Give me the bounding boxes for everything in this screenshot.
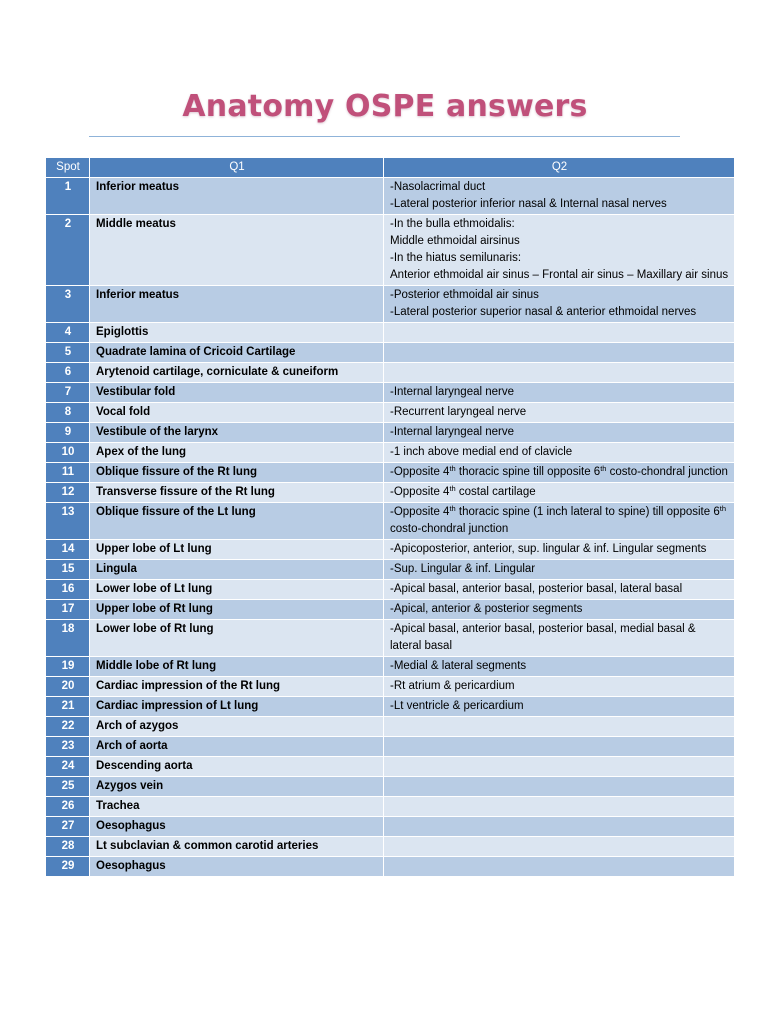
q1-answer: Inferior meatus (90, 286, 384, 323)
spot-number: 19 (46, 657, 90, 677)
spot-number: 10 (46, 443, 90, 463)
spot-number: 17 (46, 600, 90, 620)
q2-answer (384, 503, 734, 540)
table-row (46, 857, 734, 877)
q1-answer: Vestibule of the larynx (90, 423, 384, 443)
q1-answer: Epiglottis (90, 323, 384, 343)
table-row (46, 503, 734, 540)
page-title: Anatomy OSPE answers (182, 89, 588, 124)
answer-text: -Opposite 4 (390, 486, 450, 498)
spot-number: 3 (46, 286, 90, 323)
ordinal-suffix: th (449, 484, 456, 493)
q2-answer (384, 383, 734, 403)
table-body (46, 178, 734, 877)
q1-answer: Descending aorta (90, 757, 384, 777)
spot-number: 20 (46, 677, 90, 697)
q1-answer: Lower lobe of Rt lung (90, 620, 384, 657)
q2-answer (384, 443, 734, 463)
table-row (46, 323, 734, 343)
q2-answer (384, 737, 734, 757)
ordinal-suffix: th (449, 464, 456, 473)
q2-answer (384, 857, 734, 877)
q2-answer-line: -In the bulla ethmoidalis: (390, 218, 515, 230)
q1-answer: Arch of azygos (90, 717, 384, 737)
table-row (46, 178, 734, 215)
spot-number: 25 (46, 777, 90, 797)
q2-answer-line: -Recurrent laryngeal nerve (390, 406, 527, 418)
q1-answer: Cardiac impression of Lt lung (90, 697, 384, 717)
spot-number: 4 (46, 323, 90, 343)
q2-answer (384, 286, 734, 323)
ordinal-suffix: th (600, 464, 607, 473)
q1-answer: Middle lobe of Rt lung (90, 657, 384, 677)
q2-answer-line: -In the hiatus semilunaris: (390, 252, 522, 264)
q1-answer: Middle meatus (90, 215, 384, 286)
answer-text: thoracic spine till opposite 6 (455, 466, 601, 478)
spot-number: 27 (46, 817, 90, 837)
answer-text: thoracic spine (1 inch lateral to spine) till opposite 6 (455, 506, 720, 518)
spot-number: 26 (46, 797, 90, 817)
table-row (46, 540, 734, 560)
spot-number: 8 (46, 403, 90, 423)
q2-answer-line: -Apical basal, anterior basal, posterior basal, lateral basal (390, 583, 683, 595)
q1-answer: Lt subclavian & common carotid arteries (90, 837, 384, 857)
table-row (46, 343, 734, 363)
q1-answer: Trachea (90, 797, 384, 817)
q2-answer (384, 620, 734, 657)
table-row (46, 423, 734, 443)
q2-answer-line: -Internal laryngeal nerve (390, 426, 515, 438)
spot-number: 1 (46, 178, 90, 215)
table-row (46, 383, 734, 403)
q2-answer-line: -1 inch above medial end of clavicle (390, 446, 573, 458)
answer-text: -Opposite 4 (390, 506, 450, 518)
spot-number: 18 (46, 620, 90, 657)
q2-answer (384, 483, 734, 503)
spot-number: 11 (46, 463, 90, 483)
answers-table (46, 158, 734, 877)
q2-answer (384, 323, 734, 343)
q2-answer (384, 560, 734, 580)
spot-number: 14 (46, 540, 90, 560)
table-row (46, 797, 734, 817)
q2-answer (384, 363, 734, 383)
q2-answer (384, 837, 734, 857)
table-row (46, 600, 734, 620)
table-row (46, 403, 734, 423)
q1-answer: Upper lobe of Rt lung (90, 600, 384, 620)
table-row (46, 777, 734, 797)
q1-answer: Oblique fissure of the Rt lung (90, 463, 384, 483)
table-row (46, 463, 734, 483)
q2-answer-line: -Sup. Lingular & inf. Lingular (390, 563, 536, 575)
table-row (46, 620, 734, 657)
spot-number: 9 (46, 423, 90, 443)
spot-number: 7 (46, 383, 90, 403)
table-row (46, 837, 734, 857)
q1-answer: Quadrate lamina of Cricoid Cartilage (90, 343, 384, 363)
q1-answer: Oesophagus (90, 857, 384, 877)
ordinal-suffix: th (719, 504, 726, 513)
table-row (46, 443, 734, 463)
spot-number: 23 (46, 737, 90, 757)
title-divider (89, 136, 680, 137)
q2-answer (384, 600, 734, 620)
q2-answer-line (390, 504, 729, 538)
spot-number: 15 (46, 560, 90, 580)
q2-answer-line: -Lt ventricle & pericardium (390, 700, 524, 712)
q2-answer-line: -Apical, anterior & posterior segments (390, 603, 583, 615)
q2-answer (384, 580, 734, 600)
q2-answer-line: -Internal laryngeal nerve (390, 386, 515, 398)
q1-answer: Arch of aorta (90, 737, 384, 757)
q2-answer (384, 777, 734, 797)
ordinal-suffix: th (449, 504, 456, 513)
q1-answer: Oblique fissure of the Lt lung (90, 503, 384, 540)
spot-number: 28 (46, 837, 90, 857)
q1-answer: Oesophagus (90, 817, 384, 837)
q1-answer: Inferior meatus (90, 178, 384, 215)
q2-answer (384, 463, 734, 483)
q2-answer-line: -Apicoposterior, anterior, sup. lingular & inf. Lingular segments (390, 543, 707, 555)
spot-number: 6 (46, 363, 90, 383)
q2-answer (384, 797, 734, 817)
table-row (46, 363, 734, 383)
q2-answer-line (390, 464, 729, 481)
column-header-q2: Q2 (384, 158, 734, 178)
answer-text: costo-chondral junction (390, 523, 509, 535)
q2-answer-line: -Lateral posterior inferior nasal & Internal nasal nerves (390, 198, 667, 210)
spot-number: 21 (46, 697, 90, 717)
q2-answer-line: -Medial & lateral segments (390, 660, 527, 672)
q2-answer-line (390, 484, 729, 501)
answer-text: -Opposite 4 (390, 466, 450, 478)
q2-answer (384, 697, 734, 717)
spot-number: 5 (46, 343, 90, 363)
q2-answer (384, 657, 734, 677)
table-row (46, 483, 734, 503)
q1-answer: Apex of the lung (90, 443, 384, 463)
table-row (46, 580, 734, 600)
q1-answer: Arytenoid cartilage, corniculate & cuneiform (90, 363, 384, 383)
spot-number: 13 (46, 503, 90, 540)
q2-answer (384, 423, 734, 443)
q2-answer (384, 178, 734, 215)
column-header-spot: Spot (46, 158, 90, 178)
table-row (46, 717, 734, 737)
q2-answer (384, 717, 734, 737)
q2-answer-line: -Rt atrium & pericardium (390, 680, 515, 692)
table-row (46, 677, 734, 697)
q2-answer (384, 403, 734, 423)
q2-answer-line: Middle ethmoidal airsinus (390, 235, 520, 247)
table-row (46, 215, 734, 286)
table-row (46, 560, 734, 580)
q1-answer: Lower lobe of Lt lung (90, 580, 384, 600)
answer-text: costal cartilage (455, 486, 536, 498)
q2-answer (384, 817, 734, 837)
q1-answer: Transverse fissure of the Rt lung (90, 483, 384, 503)
spot-number: 16 (46, 580, 90, 600)
table-row (46, 697, 734, 717)
table-header-row (46, 158, 734, 178)
q1-answer: Vocal fold (90, 403, 384, 423)
spot-number: 29 (46, 857, 90, 877)
table-row (46, 757, 734, 777)
q2-answer-line: -Nasolacrimal duct (390, 181, 486, 193)
q1-answer: Cardiac impression of the Rt lung (90, 677, 384, 697)
table-row (46, 817, 734, 837)
q2-answer (384, 757, 734, 777)
spot-number: 24 (46, 757, 90, 777)
answer-text: costo-chondral junction (606, 466, 728, 478)
q1-answer: Azygos vein (90, 777, 384, 797)
table-row (46, 737, 734, 757)
q2-answer (384, 343, 734, 363)
q2-answer-line: -Posterior ethmoidal air sinus (390, 289, 539, 301)
q2-answer-line: -Apical basal, anterior basal, posterior basal, medial basal & lateral basal (390, 623, 696, 652)
q1-answer: Lingula (90, 560, 384, 580)
q2-answer (384, 215, 734, 286)
q1-answer: Vestibular fold (90, 383, 384, 403)
q2-answer (384, 540, 734, 560)
q1-answer: Upper lobe of Lt lung (90, 540, 384, 560)
table-row (46, 657, 734, 677)
q2-answer-line: -Lateral posterior superior nasal & anterior ethmoidal nerves (390, 306, 697, 318)
spot-number: 12 (46, 483, 90, 503)
table-row (46, 286, 734, 323)
spot-number: 2 (46, 215, 90, 286)
spot-number: 22 (46, 717, 90, 737)
q2-answer-line: Anterior ethmoidal air sinus – Frontal air sinus – Maxillary air sinus (390, 269, 729, 281)
q2-answer (384, 677, 734, 697)
column-header-q1: Q1 (90, 158, 384, 178)
